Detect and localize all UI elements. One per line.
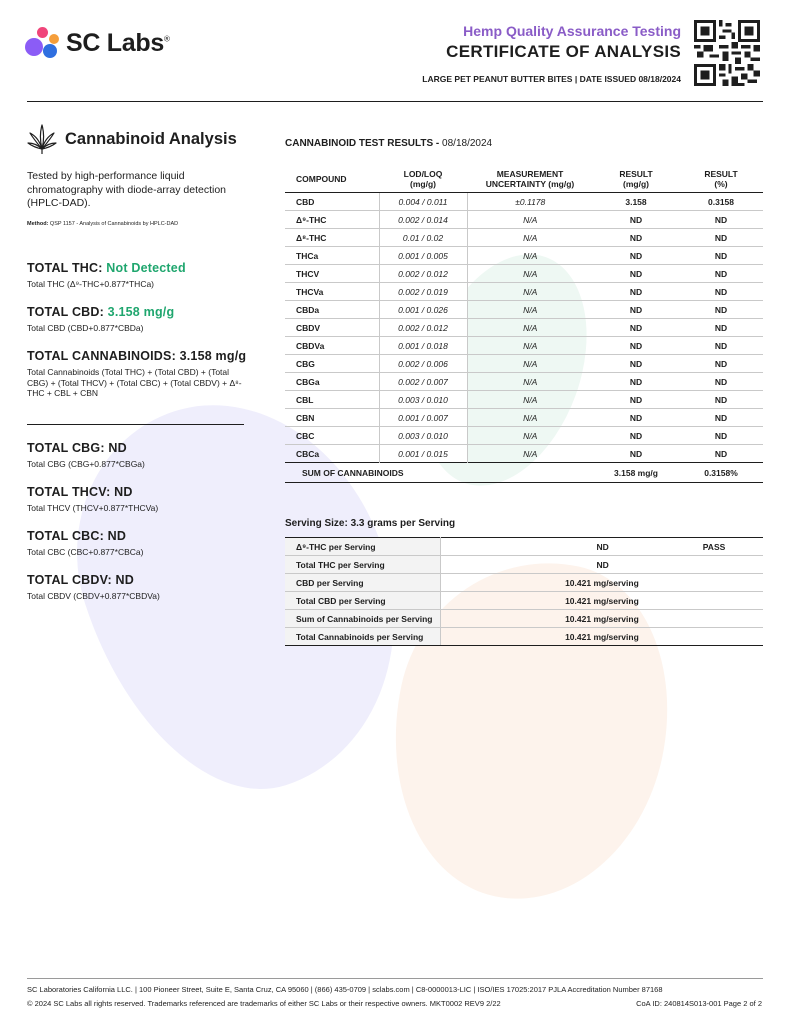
serving-size-title: Serving Size: 3.3 grams per Serving [285,518,456,529]
results-title: CANNABINOID TEST RESULTS - 08/18/2024 [285,138,493,149]
result-pct-cell: ND [679,391,763,409]
serving-label: Total THC per Serving [285,556,440,574]
report-meta: LARGE PET PEANUT BUTTER BITES | DATE ISSUED 08/18/2024 [422,74,681,84]
uncertainty-cell: N/A [467,247,593,265]
serving-label: Sum of Cannabinoids per Serving [285,610,440,628]
result-mg-cell: ND [593,319,679,337]
total-cbdv-formula: Total CBDV (CBDV+0.877*CBDVa) [27,591,160,601]
result-mg-cell: ND [593,247,679,265]
result-pct-cell: ND [679,211,763,229]
total-thcv: TOTAL THCV: ND [27,485,133,499]
compound-cell: CBDVa [285,337,379,355]
result-pct-cell: ND [679,445,763,463]
result-mg-cell: ND [593,355,679,373]
sc-labs-logo [22,26,170,60]
logo-dots-icon [22,26,62,60]
table-row [285,445,763,463]
uncertainty-cell: N/A [467,265,593,283]
result-pct-cell: ND [679,265,763,283]
compound-cell: CBL [285,391,379,409]
lod-loq-cell: 0.003 / 0.010 [379,391,467,409]
result-mg-cell: 3.158 [593,193,679,211]
uncertainty-cell: ±0.1178 [467,193,593,211]
lod-loq-cell: 0.002 / 0.012 [379,265,467,283]
sum-label: SUM OF CANNABINOIDS [285,463,593,483]
method-description: Tested by high-performance liquid chromatography with diode-array detection (HPLC-DAD). [27,170,227,209]
sum-row [285,463,763,483]
serving-row [285,628,763,646]
serving-row [285,574,763,592]
result-mg-cell: ND [593,409,679,427]
col-header: RESULT (mg/g) [593,165,679,193]
total-cbg-formula: Total CBG (CBG+0.877*CBGa) [27,459,145,469]
result-mg-cell: ND [593,229,679,247]
total-cbd: TOTAL CBD: 3.158 mg/g [27,305,175,319]
compound-cell: CBD [285,193,379,211]
total-thc-formula: Total THC (Δ⁹-THC+0.877*THCa) [27,279,155,289]
result-pct-cell: 0.3158 [679,193,763,211]
cannabis-leaf-icon [27,123,57,155]
serving-status: PASS [665,538,763,556]
result-pct-cell: ND [679,247,763,265]
serving-label: Total CBD per Serving [285,592,440,610]
total-cbc: TOTAL CBC: ND [27,529,127,543]
total-thcv-formula: Total THCV (THCV+0.877*THCVa) [27,503,159,513]
left-divider [27,424,244,425]
table-row [285,193,763,211]
compound-cell: Δ⁹-THC [285,211,379,229]
total-cannabinoids-formula: Total Cannabinoids (Total THC) + (Total CBD) + (Total CBG) + (Total THCV) + (Total CBC) + (Total CBDV) + Δ⁸-THC + CBL + CBN [27,367,242,398]
result-mg-cell: ND [593,301,679,319]
qr-code-icon [694,20,760,86]
result-mg-cell: ND [593,373,679,391]
compound-cell: CBN [285,409,379,427]
uncertainty-cell: N/A [467,211,593,229]
serving-value: ND [540,538,665,556]
serving-value: 10.421 mg/serving [440,610,763,628]
serving-row [285,538,763,556]
uncertainty-cell: N/A [467,229,593,247]
sum-mg: 3.158 mg/g [593,463,679,483]
table-row [285,283,763,301]
table-row [285,409,763,427]
serving-table [285,537,763,646]
compound-cell: Δ⁸-THC [285,229,379,247]
serving-value: 10.421 mg/serving [440,592,763,610]
uncertainty-cell: N/A [467,445,593,463]
table-row [285,301,763,319]
serving-value: 10.421 mg/serving [440,628,763,646]
footer-address: SC Laboratories California LLC. | 100 Pioneer Street, Suite E, Santa Cruz, CA 95060 | (866) 435-0709 | sclabs.com | C8-0000013-LIC | ISO/IES 17025:2017 PJLA Accreditation Number 87168 [27,985,663,994]
logo-text: SC Labs® [66,28,170,57]
uncertainty-cell: N/A [467,355,593,373]
method-line: Method: QSP 1157 - Analysis of Cannabinoids by HPLC-DAD [27,221,179,227]
lod-loq-cell: 0.001 / 0.026 [379,301,467,319]
lod-loq-cell: 0.001 / 0.015 [379,445,467,463]
lod-loq-cell: 0.002 / 0.019 [379,283,467,301]
lod-loq-cell: 0.001 / 0.018 [379,337,467,355]
uncertainty-cell: N/A [467,373,593,391]
col-header: COMPOUND [285,165,379,193]
result-pct-cell: ND [679,355,763,373]
lod-loq-cell: 0.002 / 0.014 [379,211,467,229]
serving-row [285,610,763,628]
footer-divider [27,978,763,979]
col-header: LOD/LOQ (mg/g) [379,165,467,193]
result-pct-cell: ND [679,283,763,301]
result-pct-cell: ND [679,319,763,337]
compound-cell: THCVa [285,283,379,301]
uncertainty-cell: N/A [467,283,593,301]
serving-value: ND [540,556,665,574]
result-pct-cell: ND [679,301,763,319]
table-row [285,211,763,229]
uncertainty-cell: N/A [467,427,593,445]
compound-cell: CBG [285,355,379,373]
compound-cell: CBDa [285,301,379,319]
compound-cell: CBGa [285,373,379,391]
lod-loq-cell: 0.003 / 0.010 [379,427,467,445]
result-mg-cell: ND [593,283,679,301]
compound-cell: CBDV [285,319,379,337]
result-mg-cell: ND [593,391,679,409]
total-thc: TOTAL THC: Not Detected [27,261,186,275]
section-title [27,123,237,155]
lod-loq-cell: 0.002 / 0.007 [379,373,467,391]
result-pct-cell: ND [679,337,763,355]
header-divider [27,101,763,102]
col-header: MEASUREMENT UNCERTAINTY (mg/g) [467,165,593,193]
table-row [285,391,763,409]
total-cbdv: TOTAL CBDV: ND [27,573,134,587]
footer-coa-id: CoA ID: 240814S013-001 Page 2 of 2 [636,999,762,1008]
result-mg-cell: ND [593,427,679,445]
serving-row [285,592,763,610]
total-cbc-formula: Total CBC (CBC+0.877*CBCa) [27,547,144,557]
compound-cell: CBCa [285,445,379,463]
total-cbd-formula: Total CBD (CBD+0.877*CBDa) [27,323,144,333]
serving-label: Δ⁹-THC per Serving [285,538,440,556]
report-title: CERTIFICATE OF ANALYSIS [446,42,681,61]
serving-label: CBD per Serving [285,574,440,592]
lod-loq-cell: 0.002 / 0.012 [379,319,467,337]
result-mg-cell: ND [593,337,679,355]
total-cannabinoids: TOTAL CANNABINOIDS: 3.158 mg/g [27,349,247,363]
serving-value: 10.421 mg/serving [440,574,763,592]
table-row [285,319,763,337]
table-row [285,265,763,283]
result-pct-cell: ND [679,427,763,445]
compound-cell: THCV [285,265,379,283]
section-title-text: Cannabinoid Analysis [65,129,237,148]
uncertainty-cell: N/A [467,409,593,427]
lod-loq-cell: 0.004 / 0.011 [379,193,467,211]
result-pct-cell: ND [679,373,763,391]
serving-row [285,556,763,574]
lod-loq-cell: 0.001 / 0.005 [379,247,467,265]
sum-pct: 0.3158% [679,463,763,483]
result-pct-cell: ND [679,229,763,247]
col-header: RESULT (%) [679,165,763,193]
table-row [285,427,763,445]
footer-copyright: © 2024 SC Labs all rights reserved. Trademarks referenced are trademarks of either SC Labs or their respective owners. MKT0002 REV9 2/22 [27,999,501,1008]
lod-loq-cell: 0.01 / 0.02 [379,229,467,247]
lod-loq-cell: 0.002 / 0.006 [379,355,467,373]
serving-status [665,556,763,574]
table-row [285,355,763,373]
cannabinoid-results-table [285,165,763,483]
serving-label: Total Cannabinoids per Serving [285,628,440,646]
result-mg-cell: ND [593,211,679,229]
compound-cell: THCa [285,247,379,265]
result-mg-cell: ND [593,265,679,283]
lod-loq-cell: 0.001 / 0.007 [379,409,467,427]
report-subtitle: Hemp Quality Assurance Testing [463,23,681,39]
table-row [285,247,763,265]
table-row [285,337,763,355]
result-mg-cell: ND [593,445,679,463]
uncertainty-cell: N/A [467,301,593,319]
table-row [285,229,763,247]
table-row [285,373,763,391]
total-cbg: TOTAL CBG: ND [27,441,127,455]
result-pct-cell: ND [679,409,763,427]
compound-cell: CBC [285,427,379,445]
uncertainty-cell: N/A [467,319,593,337]
uncertainty-cell: N/A [467,337,593,355]
uncertainty-cell: N/A [467,391,593,409]
